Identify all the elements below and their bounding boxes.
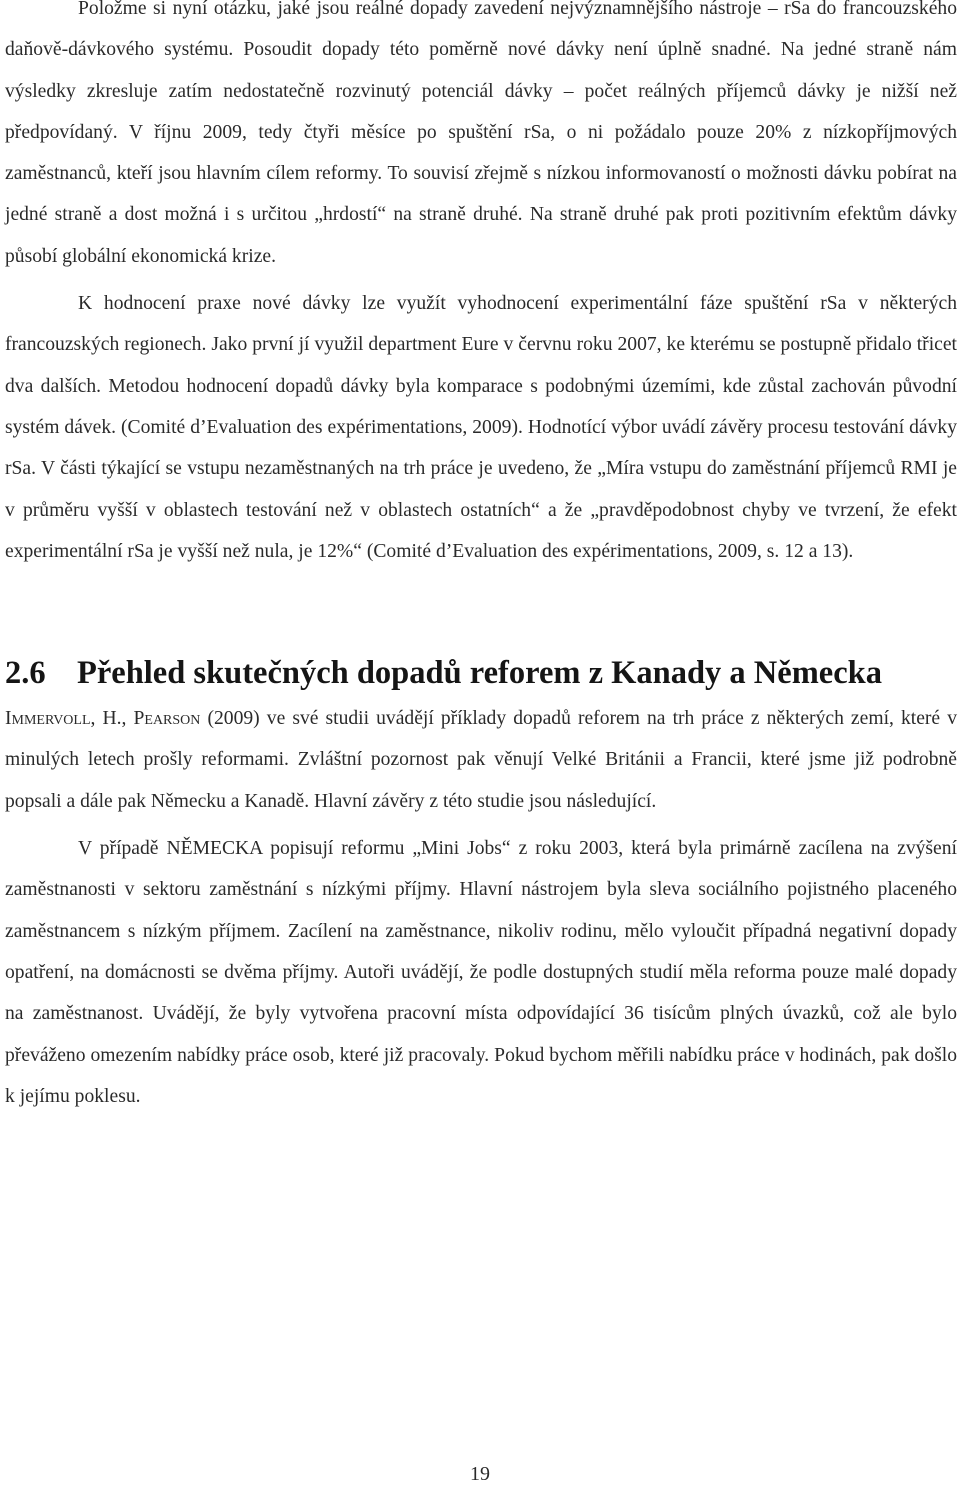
author-immervoll: Immervoll, H. bbox=[5, 708, 122, 730]
document-page bbox=[5, 0, 957, 1117]
section-number: 2.6 bbox=[5, 655, 46, 692]
paragraph-germany-mini-jobs: V případě NĚMECKA popisují reformu „Mini Jobs“ z roku 2003, která byla primárně zacílena na zvýšení zaměstnanosti v sektoru zaměstnání s nízkými příjmy. Hlavní nástrojem byla sleva sociálního pojistného placeného zaměstnancem s nízkým příjmem. Zacílení na zaměstnance, nikoliv rodinu, mělo vyloučit případná negativní dopady opatření, na domácnosti se dvěma příjmy. Autoři uvádějí, že podle dostupných studií měla reforma pouze malé dopady na zaměstnanost. Uvádějí, že byly vytvořena pracovní místa odpovídající 36 tisícům plných úvazků, což ale bylo převáženo omezením nabídky práce osob, které již pracovaly. Pokud bychom měřili nabídku práce v hodinách, pak došlo k jejímu poklesu. bbox=[5, 838, 957, 1107]
paragraph-immervoll-text: (2009) ve své studii uvádějí příklady dopadů reforem na trh práce z některých zemí, které v minulých letech prošly reformami. Zvláštní pozornost pak věnují Velké Británii a Francii, které jsme již podrobně popsali a dále pak Německu a Kanadě. Hlavní závěry z této studie jsou následující. bbox=[5, 708, 957, 812]
paragraph-experimental-phase: K hodnocení praxe nové dávky lze využít vyhodnocení experimentální fáze spuštění rSa v některých francouzských regionech. Jako první jí využil department Eure v červnu roku 2007, ke kterému se postupně přidalo třicet dva dalších. Metodou hodnocení dopadů dávky byla komparace s podobnými územími, kde zůstal zachován původní systém dávek. (Comité d’Evaluation des expérimentations, 2009). Hodnotící výbor uvádí závěry procesu testování dávky rSa. V části týkající se vstupu nezaměstnaných na trh práce je uvedeno, že „Míra vstupu do zaměstnání příjemců RMI je v průměru vyšší v oblastech testování než v oblastech ostatních“ a že „pravděpodobnost chyby ve tvrzení, že efekt experimentální rSa je vyšší než nula, je 12%“ (Comité d’Evaluation des expérimentations, 2009, s. 12 a 13). bbox=[5, 293, 957, 562]
author-pearson: Pearson bbox=[133, 708, 201, 730]
page-number: 19 bbox=[470, 1463, 490, 1485]
section-title: Přehled skutečných dopadů reforem z Kanady a Německa bbox=[77, 655, 882, 692]
author-separator: , bbox=[121, 708, 134, 730]
paragraph-rsa-impacts: Položme si nyní otázku, jaké jsou reálné dopady zavedení nejvýznamnějšího nástroje – rSa do francouzského daňově-dávkového systému. Posoudit dopady této poměrně nové dávky není úplně snadné. Na jedné straně nám výsledky zkresluje zatím nedostatečně rozvinutý potenciál dávky – počet reálných příjemců dávky je nižší než předpovídaný. V říjnu 2009, tedy čtyři měsíce po spuštění rSa, o ni požádalo pouze 20% z nízkopříjmových zaměstnanců, kteří jsou hlavním cílem reformy. To souvisí zřejmě s nízkou informovaností o možnosti dávku pobírat na jedné straně a dost možná i s určitou „hrdostí“ na straně druhé. Na straně druhé pak proti pozitivním efektům dávky působí globální ekonomická krize. bbox=[5, 0, 957, 267]
section-heading bbox=[5, 652, 957, 694]
paragraph-immervoll-study bbox=[5, 698, 957, 822]
section-heading-text bbox=[5, 652, 957, 694]
